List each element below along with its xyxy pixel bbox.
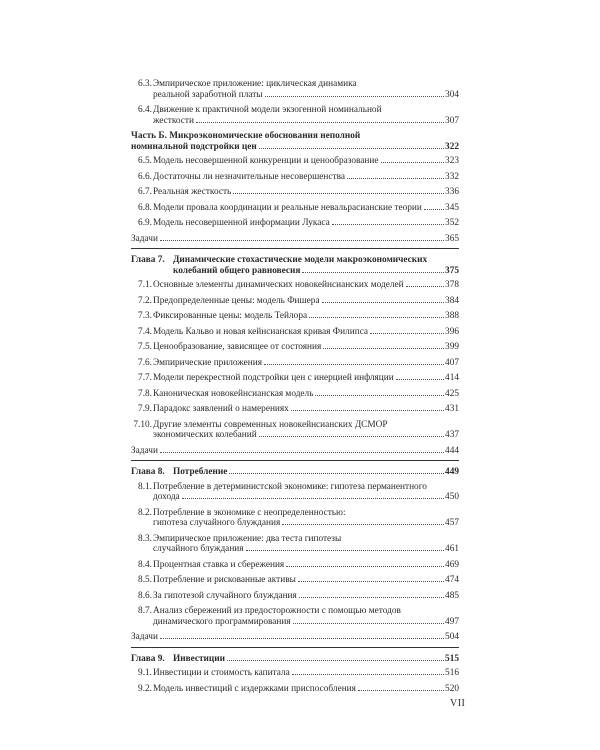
- entry-title: Модель инвестиций с издержками приспособления: [153, 683, 356, 694]
- page-ref: 520: [445, 683, 459, 694]
- entry-title-line: Другие элементы современных новокейнсианских ДСМОР: [153, 419, 388, 430]
- entry-title: жесткости: [153, 115, 194, 126]
- section-number: 9.2.: [138, 683, 152, 694]
- section-number: 8.5.: [138, 575, 152, 585]
- page-ref: 516: [445, 668, 459, 678]
- toc-line: [153, 404, 459, 415]
- entry-title: Потребление: [173, 467, 228, 477]
- toc-entry-sub[interactable]: [131, 327, 459, 338]
- toc-entry-sub[interactable]: [131, 404, 459, 415]
- toc-line: [153, 280, 459, 291]
- toc-entry-tasks[interactable]: [131, 446, 459, 457]
- toc-entry-sub[interactable]: [131, 606, 459, 627]
- toc-line: [153, 90, 459, 101]
- section-number: 8.4.: [138, 559, 152, 570]
- entry-title: Модель несовершенной конкуренции и ценообразование: [153, 156, 379, 166]
- toc-line: [153, 575, 459, 586]
- toc-line: [131, 142, 459, 153]
- section-number: 8.3.: [138, 533, 152, 544]
- toc-line: [153, 187, 459, 198]
- dot-leader: [229, 473, 444, 474]
- section-number: 7.1.: [138, 280, 152, 290]
- dot-leader: [406, 286, 444, 287]
- toc-line: [153, 296, 459, 307]
- dot-leader: [381, 162, 445, 163]
- toc-entry-sub[interactable]: [131, 342, 459, 353]
- chapter-divider: [131, 460, 459, 461]
- entry-title: Парадокс заявлений о намерениях: [153, 404, 289, 414]
- toc-entry-chapter[interactable]: [131, 255, 459, 276]
- toc-line: [153, 203, 459, 214]
- entry-title: Модель несовершенной информации Лукаса: [153, 218, 330, 228]
- dot-leader: [182, 498, 444, 499]
- chapter-number: Глава 8.: [131, 467, 165, 477]
- toc-line: [153, 684, 459, 695]
- entry-title: случайного блуждания: [153, 544, 244, 554]
- dot-leader: [299, 597, 444, 598]
- page-ref: 336: [445, 187, 459, 197]
- dot-leader: [424, 209, 444, 210]
- page-ref: 384: [445, 295, 459, 306]
- dot-leader: [302, 272, 444, 273]
- section-number: 8.6.: [138, 590, 152, 601]
- section-number: 6.3.: [138, 79, 152, 89]
- toc-entry-sub[interactable]: [131, 105, 459, 126]
- toc-line: [153, 311, 459, 322]
- toc-entry-sub[interactable]: [131, 560, 459, 571]
- page-ref: 457: [445, 518, 459, 528]
- toc-line: [153, 560, 459, 571]
- entry-title: номинальной подстройки цен: [131, 141, 257, 152]
- toc-entry-sub[interactable]: [131, 684, 459, 695]
- entry-title-line: Потребление в детерминистской экономике: гипотеза перманентного: [153, 481, 427, 492]
- entry-title: Потребление и рискованные активы: [153, 575, 296, 585]
- section-number: 8.7.: [138, 606, 152, 616]
- section-number: 6.4.: [138, 105, 152, 115]
- section-number: 7.4.: [138, 326, 152, 337]
- toc-entry-sub[interactable]: [131, 203, 459, 214]
- dot-leader: [196, 122, 444, 123]
- dot-leader: [259, 148, 444, 149]
- chapter-number: Глава 9.: [131, 653, 165, 664]
- page-ref: 304: [445, 89, 459, 100]
- page-ref: 407: [445, 357, 459, 368]
- entry-title-line: Эмпирическое приложение: два теста гипотезы: [153, 533, 342, 544]
- entry-title: дохода: [153, 492, 180, 502]
- toc-line: [131, 234, 459, 245]
- entry-title: экономических колебаний: [153, 430, 257, 440]
- dot-leader: [292, 674, 444, 675]
- toc-entry-sub[interactable]: [131, 420, 459, 441]
- toc-entry-sub[interactable]: [131, 311, 459, 322]
- toc-entry-chapter[interactable]: [131, 467, 459, 478]
- toc-entry-sub[interactable]: [131, 508, 459, 529]
- dot-leader: [259, 436, 444, 437]
- page-ref: 461: [445, 544, 459, 554]
- entry-title: Фиксированные цены: модель Тейлора: [153, 311, 308, 321]
- toc-line: [153, 668, 459, 679]
- toc-line: [153, 342, 459, 353]
- section-number: 6.9.: [138, 218, 152, 228]
- entry-title-line: Часть Б. Микроэкономические обоснования неполной: [131, 131, 361, 141]
- page-ref: 399: [445, 342, 459, 352]
- toc-line: [173, 266, 459, 277]
- entry-title: Задачи: [131, 632, 158, 642]
- entry-title: Достаточны ли незначительные несовершенства: [153, 171, 345, 182]
- section-number: 7.2.: [138, 295, 152, 306]
- dot-leader: [315, 395, 444, 396]
- page-number: VII: [450, 698, 466, 709]
- entry-title: реальной заработной платы: [153, 89, 263, 100]
- toc-entry-part[interactable]: [131, 131, 459, 152]
- toc-entry-sub[interactable]: [131, 156, 459, 167]
- page-ref: 485: [445, 590, 459, 601]
- page-ref: 469: [445, 559, 459, 570]
- toc-line: [153, 591, 459, 602]
- dot-leader: [293, 623, 444, 624]
- page-ref: 504: [445, 632, 459, 642]
- dot-leader: [160, 638, 444, 639]
- entry-title-line: Динамические стохастические модели макроэкономических: [173, 255, 428, 265]
- dot-leader: [233, 193, 444, 194]
- page-ref: 396: [445, 326, 459, 337]
- page-ref: 378: [445, 280, 459, 290]
- page-ref: 474: [445, 575, 459, 585]
- toc-line: [153, 389, 459, 400]
- toc-entry-sub[interactable]: [131, 373, 459, 384]
- toc-line: [173, 467, 459, 478]
- toc-entry-chapter[interactable]: [131, 654, 459, 665]
- dot-leader: [309, 317, 444, 318]
- section-number: 8.2.: [138, 507, 152, 518]
- toc-entry-tasks[interactable]: [131, 632, 459, 643]
- toc-line: [153, 156, 459, 167]
- page-ref: 352: [445, 218, 459, 228]
- page-ref: 444: [445, 445, 459, 456]
- dot-leader: [322, 302, 444, 303]
- page-ref: 425: [445, 388, 459, 399]
- page-ref: 365: [445, 233, 459, 244]
- dot-leader: [246, 550, 445, 551]
- dot-leader: [291, 410, 444, 411]
- section-number: 7.8.: [138, 388, 152, 399]
- toc-entry-sub[interactable]: [131, 79, 459, 100]
- section-number: 8.1.: [138, 481, 152, 492]
- toc-entry-sub[interactable]: [131, 591, 459, 602]
- toc-entry-sub[interactable]: [131, 172, 459, 183]
- toc-entry-sub[interactable]: [131, 358, 459, 369]
- toc-entry-sub[interactable]: [131, 187, 459, 198]
- entry-title: Модель Кальво и новая кейнсианская кривая Филипса: [153, 326, 369, 337]
- toc-line: [153, 430, 459, 441]
- page-ref: 307: [445, 115, 459, 126]
- page-ref: 414: [445, 373, 459, 383]
- toc-line: [131, 632, 459, 643]
- section-number: 6.8.: [138, 202, 152, 213]
- entry-title: Инвестиции и стоимость капитала: [153, 668, 290, 678]
- entry-title-line: Эмпирическое приложение: циклическая динамика: [153, 79, 357, 89]
- page-ref: 322: [445, 141, 459, 152]
- toc-entry-sub[interactable]: [131, 296, 459, 307]
- toc-line: [173, 654, 459, 665]
- entry-title: Эмпирические приложения: [153, 357, 263, 368]
- dot-leader: [332, 224, 444, 225]
- section-number: 9.1.: [138, 668, 152, 678]
- page-ref: 332: [445, 171, 459, 182]
- toc-line: [153, 518, 459, 529]
- entry-title: Модели провала координации и реальные невальрасианские теории: [153, 202, 422, 213]
- section-number: 7.10.: [133, 419, 152, 430]
- toc-line: [153, 373, 459, 384]
- entry-title-line: Потребление в экономике с неопределенностью:: [153, 507, 346, 518]
- dot-leader: [264, 364, 444, 365]
- page-ref: 437: [445, 430, 459, 440]
- entry-title-line: Анализ сбережений из предосторожности с помощью методов: [153, 606, 401, 616]
- toc-line: [153, 544, 459, 555]
- dot-leader: [370, 333, 444, 334]
- dot-leader: [227, 660, 444, 661]
- dot-leader: [396, 379, 444, 380]
- toc-entry-sub[interactable]: [131, 389, 459, 400]
- toc-line: [153, 492, 459, 503]
- dot-leader: [323, 348, 444, 349]
- entry-title: Модели перекрестной подстройки цен с инерцией инфляции: [153, 373, 394, 383]
- page-ref: 449: [445, 467, 459, 477]
- section-number: 6.7.: [138, 187, 152, 197]
- chapter-divider: [131, 647, 459, 648]
- entry-title: Основные элементы динамических новокейнсианских моделей: [153, 280, 404, 290]
- page-ref: 323: [445, 156, 459, 166]
- page-ref: 450: [445, 492, 459, 502]
- dot-leader: [286, 566, 444, 567]
- entry-title: Предопределенные цены: модель Фишера: [153, 295, 320, 306]
- entry-title: гипотеза случайного блуждания: [153, 518, 281, 528]
- dot-leader: [265, 96, 445, 97]
- chapter-title-block: [173, 654, 459, 665]
- entry-title-line: Движение к практичной модели экзогенной номинальной: [153, 105, 382, 115]
- section-number: 6.5.: [138, 156, 152, 166]
- dot-leader: [358, 690, 444, 691]
- section-number: 7.9.: [138, 404, 152, 414]
- entry-title: колебаний общего равновесия: [173, 265, 301, 276]
- toc-entry-sub[interactable]: [131, 575, 459, 586]
- toc-line: [131, 446, 459, 457]
- toc-line: [153, 172, 459, 183]
- entry-title: динамического программирования: [153, 616, 291, 627]
- dot-leader: [282, 524, 444, 525]
- entry-title: Задачи: [131, 233, 158, 244]
- toc-line: [153, 358, 459, 369]
- entry-title: Инвестиции: [173, 653, 225, 664]
- entry-title: За гипотезой случайного блуждания: [153, 590, 297, 601]
- page-ref: 497: [445, 616, 459, 627]
- section-number: 7.7.: [138, 373, 152, 383]
- page-ref: 375: [445, 265, 459, 276]
- toc-line: [153, 116, 459, 127]
- section-number: 6.6.: [138, 171, 152, 182]
- toc-line: [153, 617, 459, 628]
- toc-entry-tasks[interactable]: [131, 234, 459, 245]
- chapter-title-block: [173, 467, 459, 478]
- entry-title: Каноническая новокейнсианская модель: [153, 388, 314, 399]
- toc-entry-sub[interactable]: [131, 482, 459, 503]
- chapter-divider: [131, 248, 459, 249]
- chapter-number: Глава 7.: [131, 255, 165, 265]
- toc-entry-sub[interactable]: [131, 280, 459, 291]
- toc-entry-sub[interactable]: [131, 668, 459, 679]
- toc-line: [153, 218, 459, 229]
- entry-title: Задачи: [131, 445, 158, 456]
- dot-leader: [298, 581, 444, 582]
- page-ref: 431: [445, 404, 459, 414]
- entry-title: Ценообразование, зависящее от состояния: [153, 342, 322, 352]
- page-ref: 515: [445, 653, 459, 664]
- toc-entry-sub[interactable]: [131, 218, 459, 229]
- page-ref: 388: [445, 311, 459, 321]
- chapter-title-block: [173, 255, 459, 276]
- section-number: 7.3.: [138, 311, 152, 321]
- table-of-contents: [131, 79, 459, 699]
- section-number: 7.5.: [138, 342, 152, 352]
- dot-leader: [160, 240, 444, 241]
- entry-title: Процентная ставка и сбережения: [153, 559, 285, 570]
- page-ref: 345: [445, 202, 459, 213]
- dot-leader: [160, 452, 444, 453]
- section-number: 7.6.: [138, 357, 152, 368]
- entry-title: Реальная жесткость: [153, 187, 232, 197]
- dot-leader: [347, 178, 444, 179]
- toc-entry-sub[interactable]: [131, 534, 459, 555]
- toc-line: [153, 327, 459, 338]
